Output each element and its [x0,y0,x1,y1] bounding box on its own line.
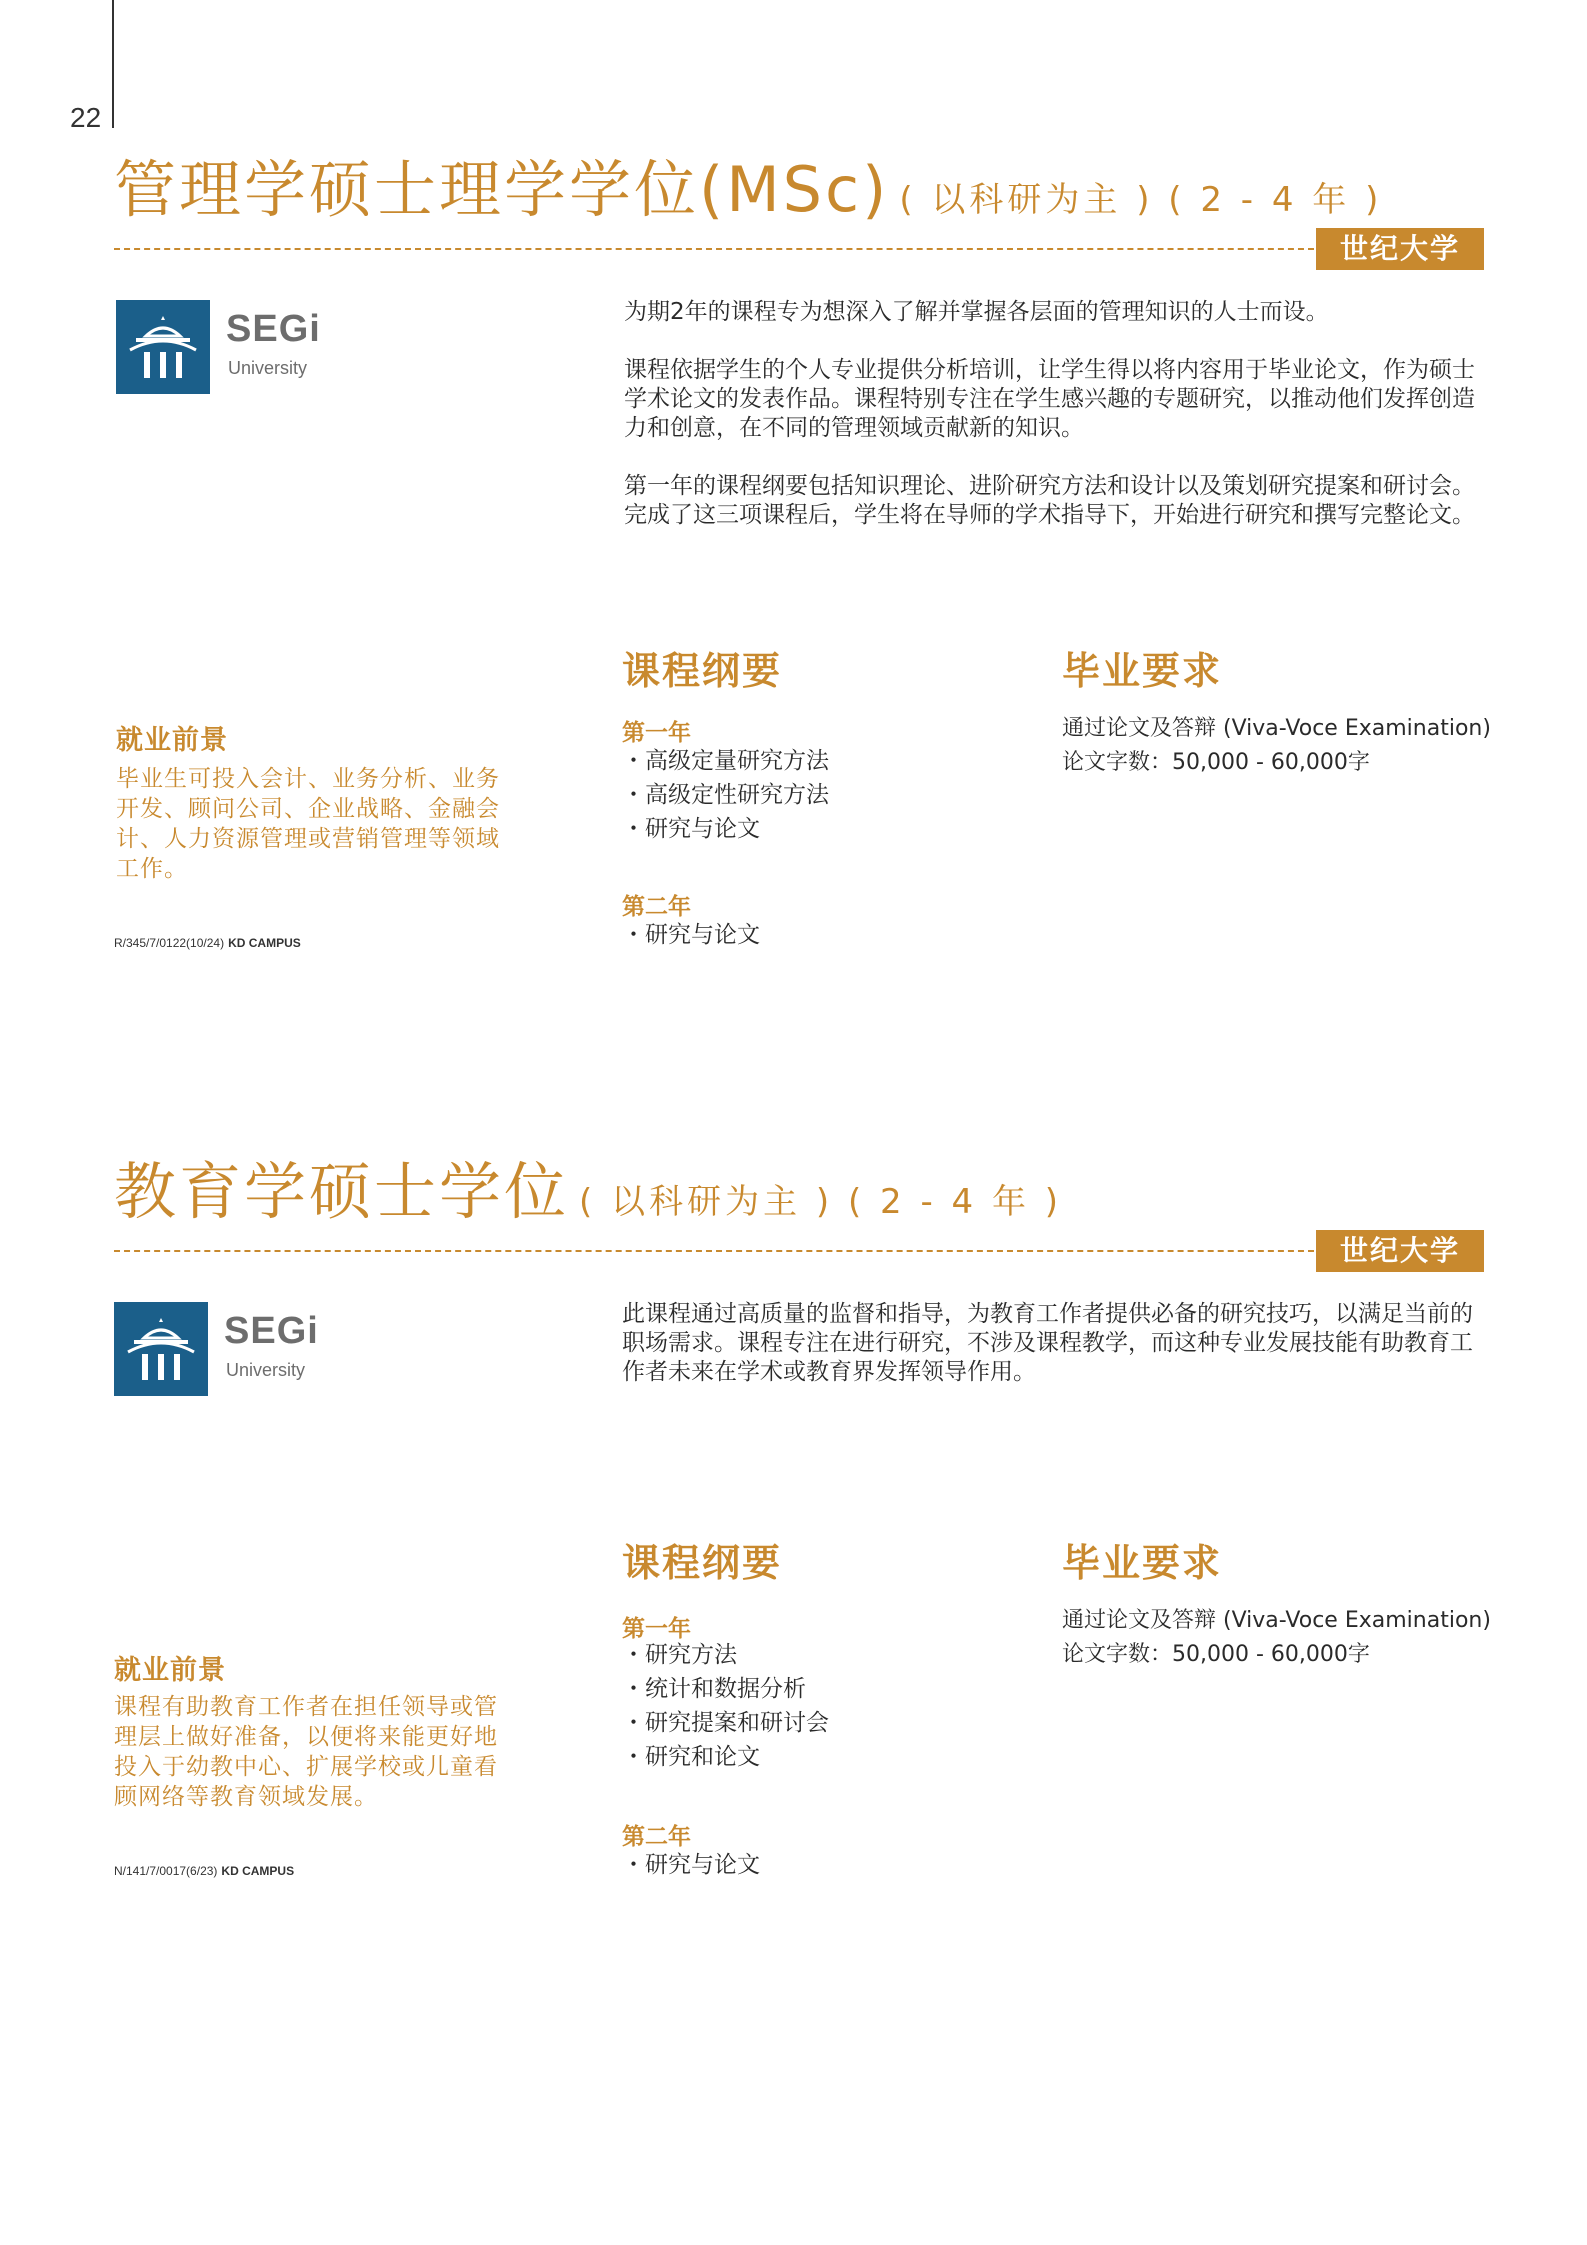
year1-label: 第一年 [622,720,691,746]
university-badge: 世纪大学 [1316,228,1484,270]
curriculum-heading: 课程纲要 [622,649,783,693]
career-heading: 就业前景 [114,1655,226,1686]
list-item: ・ 研究与论文 [622,812,829,846]
program-title-sub: ( 以科研为主 ) ( 2 - 4 年 ) [899,180,1383,220]
year1-list [622,1638,829,1774]
list-item: ・ 统计和数据分析 [622,1672,829,1706]
program-intro [622,1300,1490,1416]
segi-logo [114,1302,334,1400]
requirement-text [1062,1604,1491,1672]
requirement-line: 论文字数：50,000 - 60,000字 [1062,1642,1370,1667]
program-code-number: N/141/7/0017(6/23) [114,1864,218,1878]
campus-label: KD CAMPUS [228,936,301,950]
program-code [114,1864,294,1878]
list-item: ・ 研究与论文 [622,918,760,952]
year2-label: 第二年 [622,1824,691,1850]
requirement-heading: 毕业要求 [1062,649,1223,693]
list-item: ・ 高级定量研究方法 [622,744,829,778]
logo-sub: University [228,358,308,378]
list-item: ・ 高级定性研究方法 [622,778,829,812]
program-title-main: 教育学硕士学位 [114,1155,570,1228]
campus-label: KD CAMPUS [221,1864,295,1878]
program-title [114,140,1382,229]
requirement-line: 论文字数：50,000 - 60,000字 [1062,750,1370,775]
university-badge: 世纪大学 [1316,1230,1484,1272]
intro-paragraph: 为期2年的课程专为想深入了解并掌握各层面的管理知识的人士而设。 [624,299,1329,325]
dashed-divider [114,248,1314,250]
logo-sub: University [226,1360,306,1380]
requirement-line: 通过论文及答辩 (Viva-Voce Examination) [1062,1608,1491,1633]
requirement-heading: 毕业要求 [1062,1541,1223,1585]
program-title [114,1142,1062,1231]
page-edge-line [112,0,114,128]
program-title-sub: ( 以科研为主 ) ( 2 - 4 年 ) [579,1182,1063,1222]
intro-paragraph: 此课程通过高质量的监督和指导，为教育工作者提供必备的研究技巧，以满足当前的职场需求。课程专注在进行研究，不涉及课程教学，而这种专业发展技能有助教育工作者未来在学术或教育界发挥领导作用。 [622,1301,1473,1385]
list-item: ・ 研究提案和研讨会 [622,1706,829,1740]
program-intro [624,298,1492,559]
year2-label: 第二年 [622,894,691,920]
list-item: ・ 研究方法 [622,1638,829,1672]
list-item: ・ 研究和论文 [622,1740,829,1774]
logo-name: SEGi [226,308,321,350]
curriculum-heading: 课程纲要 [622,1541,783,1585]
requirement-text [1062,712,1491,780]
program-code-number: R/345/7/0122(10/24) [114,936,225,950]
intro-paragraph: 课程依据学生的个人专业提供分析培训，让学生得以将内容用于毕业论文，作为硕士学术论文的发表作品。课程特别专注在学生感兴趣的专题研究，以推动他们发挥创造力和创意，在不同的管理领域贡献新的知识。 [624,357,1475,441]
program-code [114,936,301,950]
logo-name: SEGi [224,1310,319,1352]
segi-building-icon [116,300,210,394]
career-heading: 就业前景 [116,725,228,756]
year2-list [622,918,760,952]
year2-list [622,1848,760,1882]
career-text: 课程有助教育工作者在担任领导或管理层上做好准备，以便将来能更好地投入于幼教中心、扩展学校或儿童看顾网络等教育领域发展。 [114,1694,498,1810]
requirement-line: 通过论文及答辩 (Viva-Voce Examination) [1062,716,1491,741]
year1-label: 第一年 [622,1616,691,1642]
segi-building-icon [114,1302,208,1396]
program-title-main: 管理学硕士理学学位(MSc) [114,153,890,226]
dashed-divider [114,1250,1314,1252]
list-item: ・ 研究与论文 [622,1848,760,1882]
career-text: 毕业生可投入会计、业务分析、业务开发、顾问公司、企业战略、金融会计、人力资源管理或营销管理等领域工作。 [116,766,500,882]
intro-paragraph: 第一年的课程纲要包括知识理论、进阶研究方法和设计以及策划研究提案和研讨会。完成了这三项课程后，学生将在导师的学术指导下，开始进行研究和撰写完整论文。 [624,473,1475,528]
segi-logo [116,300,336,398]
year1-list [622,744,829,846]
page-number: 22 [70,102,102,133]
